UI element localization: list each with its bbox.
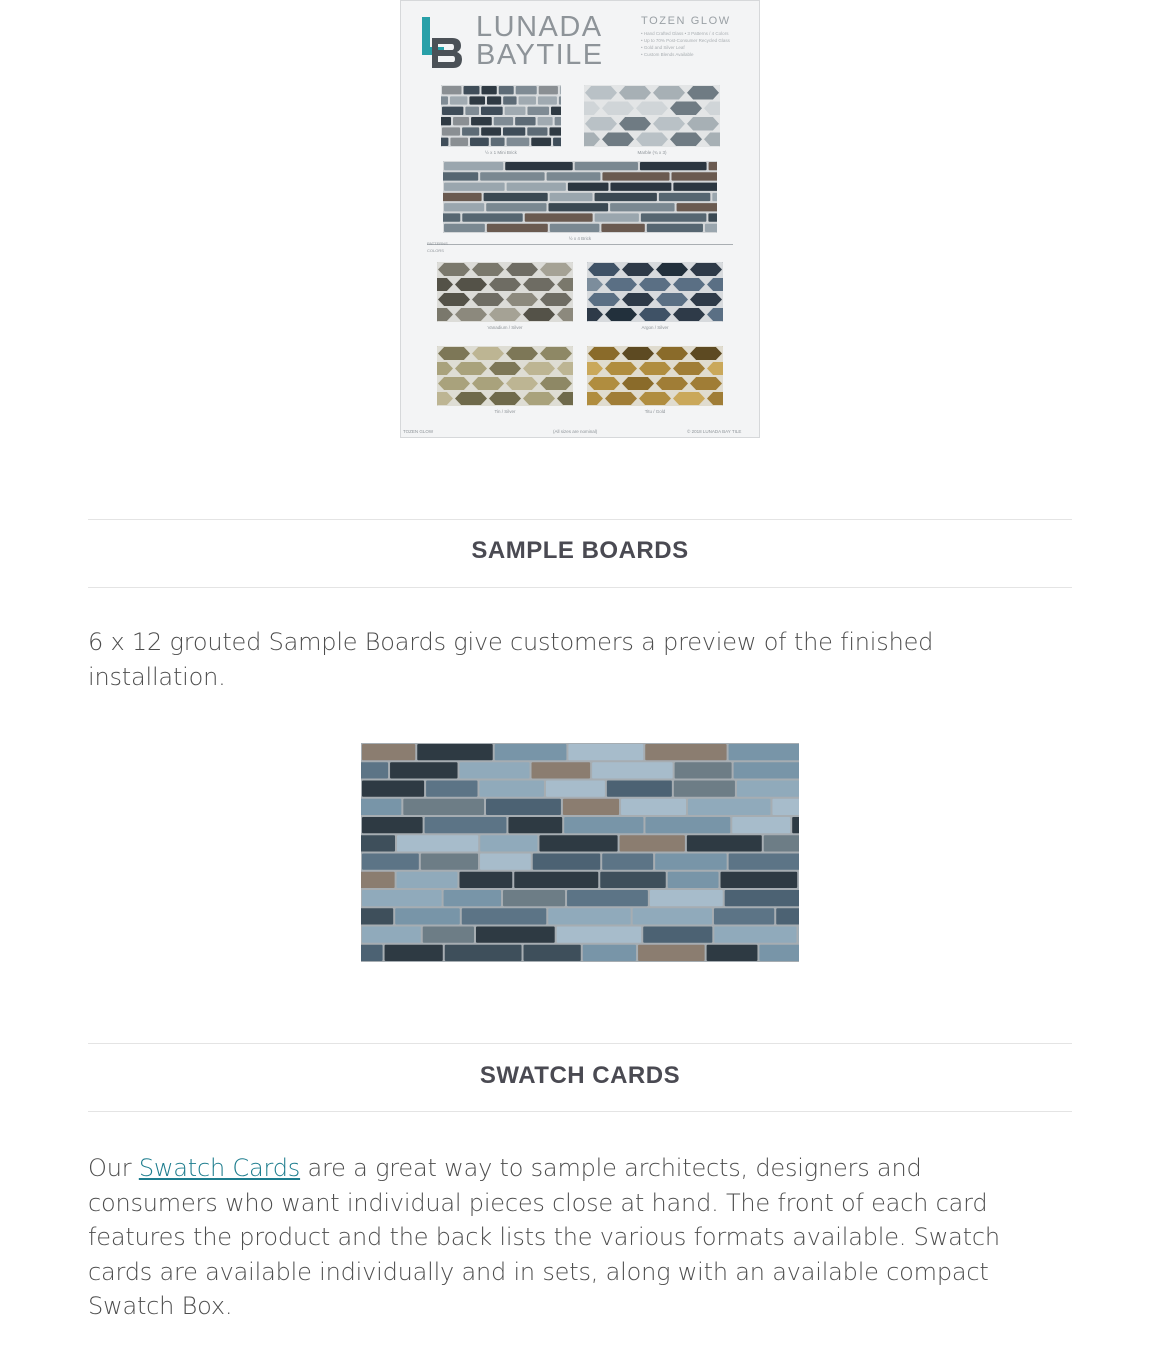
panel-caption: ½ x 1 Mini Brick [485,150,517,155]
tile [650,890,723,906]
brick-pattern-panel [443,161,717,233]
tile [361,945,383,961]
tile [491,138,505,146]
panel-caption: Marble (¾ x 3) [637,150,667,155]
tile [656,293,688,306]
tile [362,854,419,870]
tile [673,183,717,191]
board-footer-left: TOZEN GLOW [403,429,434,434]
tile [484,193,548,201]
tile [425,817,507,833]
sample-board-image [361,743,799,962]
tile [494,117,513,125]
tile [523,278,555,291]
tile [549,127,561,135]
tile [721,872,798,888]
tile [792,817,799,833]
tile [729,854,799,870]
panel-caption: Vanadium / Silver [487,325,523,330]
tile [653,117,685,131]
tile-texture [443,161,717,233]
tile [575,162,638,170]
tile [441,138,448,146]
section-divider-top [88,519,1072,520]
tile [655,854,727,870]
tile [443,213,460,221]
tile [737,781,799,797]
tile [548,203,608,211]
tile [489,392,521,405]
tile [709,162,717,170]
brand-name-line2: BAYTILE [476,39,604,71]
tile [423,927,474,943]
tile [568,744,643,760]
tile [622,347,654,360]
tile [472,263,504,276]
argon-silver-panel [587,262,723,322]
tile [564,817,643,833]
marble-pattern-panel [584,85,720,147]
tile [503,890,565,906]
swatch-cards-link[interactable]: Swatch Cards [138,1154,301,1182]
tin-silver-panel [437,346,573,406]
tile [455,362,487,375]
tile [622,377,654,390]
tile [601,224,644,232]
tile [480,781,544,797]
tile [540,377,572,390]
tile [776,908,799,924]
tile [538,96,557,104]
tile [708,213,717,221]
tile [688,799,770,815]
tile [505,107,526,115]
tile [523,392,555,405]
tile [551,107,561,115]
tile [403,799,484,815]
tile [605,362,637,375]
tile [687,86,719,100]
tile-texture [437,346,573,406]
sample-boards-description: 6 x 12 grouted Sample Boards give customers a preview of the finished installation. [88,628,934,691]
product-name: TOZEN GLOW [641,15,731,27]
tile [444,183,505,191]
tile [443,193,482,201]
tile [557,927,642,943]
tile [550,193,593,201]
tile [555,117,561,125]
tile [605,392,637,405]
tile [560,86,561,94]
tile [690,347,722,360]
section-divider-top [88,1043,1072,1044]
tile [450,138,468,146]
tile [668,872,719,888]
tile [714,908,774,924]
tile [527,107,549,115]
tile [505,162,572,170]
tile [481,86,496,94]
tile [540,263,572,276]
tile-texture [587,346,723,406]
tile [553,138,561,146]
tile [640,162,707,170]
tile [462,213,522,221]
feature-line: • Custom Blends Available [641,52,694,57]
tile [705,224,717,232]
tile [503,127,525,135]
titu-gold-panel [587,346,723,406]
tile-texture [361,743,799,962]
tile [636,102,668,116]
description-suffix: are a great way to sample architects, designers and consumers who want individual pieces close at hand. The front of each card features the product and the back lists the various formats available. Swatch cards are available individually and in sets, along with an available compact Swatch Box. [88,1154,1000,1320]
tile [444,203,484,211]
tile [759,945,799,961]
tile [508,817,562,833]
tile [595,193,657,201]
tile [361,835,395,851]
tile [444,224,485,232]
tile [636,133,668,147]
tile [714,927,796,943]
panel-caption: ½ x 4 Brick [568,236,592,241]
tile [563,799,619,815]
tile [645,744,726,760]
panel-caption: Tin / Silver [494,409,516,414]
patterns-label: PATTERNS [427,241,448,246]
tile [653,86,685,100]
tile [550,224,600,232]
tile [362,890,442,906]
tile-texture [587,262,723,322]
tile [472,293,504,306]
tile [417,744,492,760]
tile [489,308,521,321]
tile [592,762,672,778]
tile [441,117,451,125]
tile [487,224,548,232]
tile [480,835,537,851]
tile [645,817,730,833]
tile [523,362,555,375]
tile [459,872,512,888]
tile [687,117,719,131]
tile-texture [584,85,720,147]
tile [567,890,648,906]
tile [495,744,567,760]
tile [462,908,547,924]
tile [540,347,572,360]
tile [605,278,637,291]
tile [438,293,470,306]
tile [426,781,477,797]
tile [519,96,536,104]
tile [538,117,553,125]
tile [362,781,424,797]
tile [421,854,478,870]
tile [588,263,620,276]
tile [559,96,561,104]
tile [453,117,469,125]
section-divider-bottom [88,1111,1072,1112]
tile [674,781,735,797]
tile [506,377,538,390]
tile [602,102,634,116]
tile [465,107,479,115]
tile [621,799,686,815]
tile [673,392,705,405]
tile [444,162,503,170]
tile [647,224,703,232]
tile [729,744,799,760]
tile [734,762,799,778]
tile [656,377,688,390]
tile [619,86,651,100]
tile [442,107,463,115]
tile [444,890,501,906]
tile [487,96,501,104]
tile [523,308,555,321]
tile [455,308,487,321]
tile [361,799,401,815]
tile [595,213,639,221]
tile [442,127,460,135]
colors-label: COLORS [427,248,444,253]
tile [532,762,591,778]
tile [641,213,706,221]
tile [471,117,492,125]
tile [638,945,705,961]
tile [390,762,457,778]
tile [516,86,537,94]
tile [506,347,538,360]
tile [480,172,544,180]
tile [441,96,448,104]
tile [588,377,620,390]
tile [673,308,705,321]
tile [438,347,470,360]
tile [362,744,415,760]
tile [639,308,671,321]
tile [673,362,705,375]
tile [489,362,521,375]
tile-texture [441,85,561,147]
tile [438,263,470,276]
lunada-bay-logo-icon [419,17,463,69]
tile [620,835,685,851]
tile [515,117,535,125]
tile [690,263,722,276]
board-divider [427,244,733,245]
tozen-glow-display-board-image [400,0,760,438]
tile [568,183,609,191]
tile [470,138,489,146]
tile [507,183,566,191]
tile [361,762,388,778]
tile [690,377,722,390]
tile [361,908,393,924]
tile [397,835,478,851]
tile [687,835,762,851]
tile [610,203,674,211]
panel-caption: Argon / Silver [641,325,669,330]
panel-caption: Titu / Gold [644,409,666,414]
board-footer-right: © 2018 LUNADA BAY TILE [687,429,742,434]
tile [605,308,637,321]
tile [633,908,712,924]
tile [639,278,671,291]
tile [499,86,514,94]
tile [540,293,572,306]
tile [547,172,601,180]
tile [362,927,421,943]
tile [673,278,705,291]
section-divider-bottom [88,587,1072,588]
tile [588,347,620,360]
tile [442,86,461,94]
tile [514,872,598,888]
tile [607,781,672,797]
tile [469,96,485,104]
tile [602,172,669,180]
tile [707,945,758,961]
tile [463,86,479,94]
tile [639,392,671,405]
tile [527,127,547,135]
tile [602,854,653,870]
tile [524,945,581,961]
brand-name-line1: LUNADA [476,11,603,43]
tile [588,293,620,306]
tile [585,86,617,100]
tile [712,193,717,201]
tile [450,96,467,104]
tile [656,347,688,360]
tile [548,908,630,924]
tile [639,362,671,375]
tile [460,762,530,778]
tile [670,133,702,147]
tile [539,86,558,94]
tile [455,392,487,405]
feature-line: • Gold and Silver Leaf [641,45,685,50]
tile [481,107,503,115]
tile [539,835,617,851]
tile [395,908,460,924]
tile [725,890,799,906]
tile [472,347,504,360]
tile [480,854,531,870]
tile [675,762,732,778]
board-footer-center: (All sizes are nominal) [553,429,598,434]
tile [619,117,651,131]
tile [659,193,710,201]
tile [476,927,555,943]
tile [525,213,593,221]
tile [438,377,470,390]
tile [764,835,799,851]
vanadium-silver-panel [437,262,573,322]
tile [602,133,634,147]
tile [445,945,522,961]
tile [546,781,605,797]
tile [656,263,688,276]
tile [385,945,443,961]
mini-brick-pattern-panel [441,85,561,147]
sample-boards-heading: SAMPLE BOARDS [471,537,689,564]
swatch-cards-description [88,1151,1058,1324]
tile [732,817,790,833]
tile [361,872,395,888]
feature-line: • Up to 70% Post-Consumer Recycled Glass [641,38,730,43]
tile [362,817,423,833]
tile [443,172,478,180]
tile [622,263,654,276]
tile [533,854,600,870]
tile [643,927,712,943]
tile-texture [437,262,573,322]
swatch-cards-heading: SWATCH CARDS [479,1062,681,1089]
tile [690,293,722,306]
tile [670,102,702,116]
tile [462,127,479,135]
tile [585,117,617,131]
tile [489,278,521,291]
tile [486,203,546,211]
tile [677,203,717,211]
tile [481,127,501,135]
tile [610,183,671,191]
tile [506,293,538,306]
tile [486,799,561,815]
tile [531,138,551,146]
tile [455,278,487,291]
tile [472,377,504,390]
tile [772,799,799,815]
feature-line: • Hand Crafted Glass • 3 Patterns / 4 Colors [641,31,729,36]
tile [672,172,717,180]
tile [507,138,530,146]
description-prefix: Our [88,1154,139,1182]
tile [583,945,636,961]
tile [600,872,665,888]
tile [503,96,516,104]
tile [397,872,458,888]
tile [506,263,538,276]
tile [622,293,654,306]
